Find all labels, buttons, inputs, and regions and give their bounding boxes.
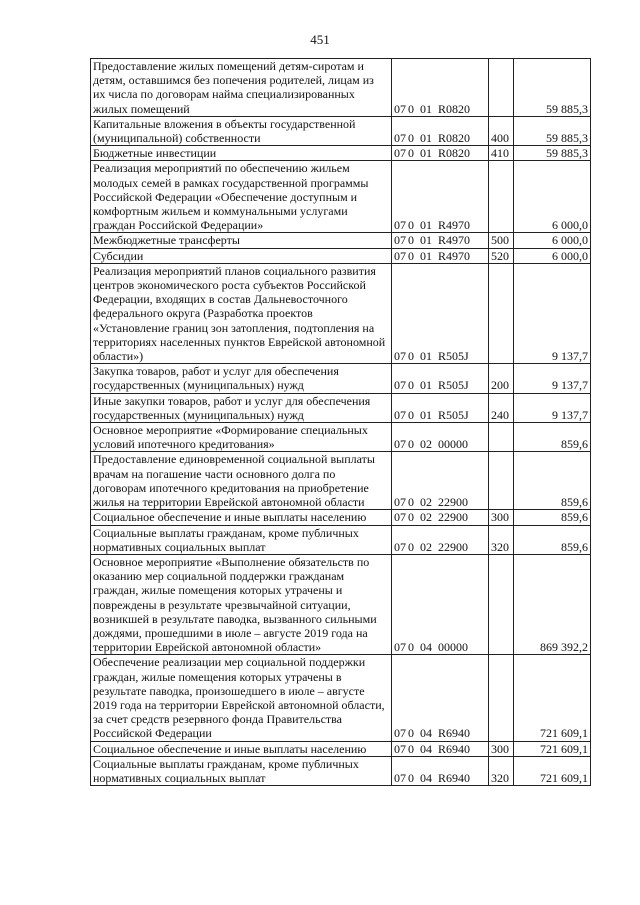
row-code (392, 741, 489, 756)
code-rz: 07 (394, 726, 406, 741)
code-cs2: R0820 (438, 146, 471, 161)
code-cs2: R0820 (438, 101, 471, 116)
row-name: Социальные выплаты гражданам, кроме публичных нормативных социальных выплат (91, 525, 392, 554)
code-cs1: 01 (420, 146, 432, 161)
row-sum: 721 609,1 (514, 756, 591, 785)
code-cs2: 22900 (438, 539, 468, 554)
code-cs1: 01 (420, 248, 432, 263)
row-code (392, 452, 489, 510)
code-cs1: 02 (420, 539, 432, 554)
table-row (91, 233, 591, 248)
table-row (91, 423, 591, 452)
row-name: Реализация мероприятий планов социального развития центров экономического роста субъектов Российской Федерации, входящих в состав Дальневосточного федерального округа (Разработка проектов «Установление границ зон затопления, подтопления на территориях населенных пунктов Еврейской автономной области») (91, 263, 392, 363)
code-rz: 07 (394, 248, 406, 263)
row-name: Иные закупки товаров, работ и услуг для обеспечения государственных (муниципальных) нужд (91, 393, 392, 422)
code-cs2: R0820 (438, 131, 471, 146)
table-row (91, 554, 591, 654)
row-expense-type (489, 59, 514, 117)
code-rz: 07 (394, 131, 406, 146)
row-sum: 859,6 (514, 423, 591, 452)
row-expense-type: 320 (489, 756, 514, 785)
row-name: Предоставление жилых помещений детям-сиротам и детям, оставшимся без попечения родителей, лицам из их числа по договорам найма специализированных жилых помещений (91, 59, 392, 117)
row-expense-type: 500 (489, 233, 514, 248)
code-pr: 0 (408, 495, 414, 510)
code-cs1: 01 (420, 233, 432, 248)
code-cs1: 02 (420, 437, 432, 452)
code-cs1: 04 (420, 640, 432, 655)
row-expense-type: 300 (489, 510, 514, 525)
code-rz: 07 (394, 349, 406, 364)
row-name: Реализация мероприятий по обеспечению жильем молодых семей в рамках государственной программы Российской Федерации «Обеспечение доступным и комфортным жильем и коммунальными услугами граждан Российской Федерации» (91, 161, 392, 233)
row-name: Основное мероприятие «Выполнение обязательств по оказанию мер социальной поддержки гражданам граждан, жилые помещения которых утрачены и повреждены в результате чрезвычайной ситуации, возникшей в результате паводка, вызванного сильными дождями, прошедшими в июле – августе 2019 года на территории Еврейской автономной области» (91, 554, 392, 654)
code-pr: 0 (408, 510, 414, 525)
row-name: Социальное обеспечение и иные выплаты населению (91, 510, 392, 525)
code-rz: 07 (394, 640, 406, 655)
row-name: Обеспечение реализации мер социальной поддержки граждан, жилые помещения которых утрачены в результате паводка, произошедшего в июле – августе 2019 года на территории Еврейской автономной области, за счет средств резервного фонда Правительства Российской Федерации (91, 655, 392, 741)
row-code (392, 59, 489, 117)
table-row (91, 756, 591, 785)
row-name: Субсидии (91, 248, 392, 263)
code-pr: 0 (408, 726, 414, 741)
row-expense-type (489, 161, 514, 233)
table-row (91, 452, 591, 510)
row-name: Межбюджетные трансферты (91, 233, 392, 248)
table-row (91, 248, 591, 263)
row-expense-type: 300 (489, 741, 514, 756)
code-cs2: 22900 (438, 495, 468, 510)
code-cs1: 02 (420, 510, 432, 525)
row-sum: 869 392,2 (514, 554, 591, 654)
row-sum: 859,6 (514, 452, 591, 510)
code-cs2: 22900 (438, 510, 468, 525)
budget-table (90, 58, 591, 786)
row-sum: 9 137,7 (514, 393, 591, 422)
row-code (392, 146, 489, 161)
row-expense-type (489, 655, 514, 741)
row-expense-type: 410 (489, 146, 514, 161)
table-row (91, 161, 591, 233)
row-sum: 9 137,7 (514, 263, 591, 363)
code-cs2: R505J (438, 378, 469, 393)
code-cs2: R505J (438, 349, 469, 364)
code-rz: 07 (394, 495, 406, 510)
code-cs1: 01 (420, 378, 432, 393)
row-name: Социальное обеспечение и иные выплаты населению (91, 741, 392, 756)
code-rz: 07 (394, 770, 406, 785)
row-sum: 859,6 (514, 525, 591, 554)
code-pr: 0 (408, 741, 414, 756)
row-code (392, 248, 489, 263)
row-code (392, 233, 489, 248)
row-sum: 721 609,1 (514, 655, 591, 741)
row-name: Закупка товаров, работ и услуг для обеспечения государственных (муниципальных) нужд (91, 364, 392, 393)
code-pr: 0 (408, 378, 414, 393)
table-row (91, 146, 591, 161)
row-sum: 59 885,3 (514, 59, 591, 117)
row-expense-type: 200 (489, 364, 514, 393)
table-row (91, 393, 591, 422)
code-cs2: R4970 (438, 233, 471, 248)
table-row (91, 364, 591, 393)
table-row (91, 59, 591, 117)
row-expense-type: 400 (489, 116, 514, 145)
table-row (91, 116, 591, 145)
row-code (392, 554, 489, 654)
code-cs2: 00000 (438, 640, 468, 655)
code-rz: 07 (394, 407, 406, 422)
row-name: Капитальные вложения в объекты государственной (муниципальной) собственности (91, 116, 392, 145)
row-name: Предоставление единовременной социальной выплаты врачам на погашение части основного долга по договорам ипотечного кредитования на приобретение жилья на территории Еврейской автономной области (91, 452, 392, 510)
code-rz: 07 (394, 233, 406, 248)
code-cs2: 00000 (438, 437, 468, 452)
row-name: Социальные выплаты гражданам, кроме публичных нормативных социальных выплат (91, 756, 392, 785)
code-cs1: 04 (420, 726, 432, 741)
row-code (392, 655, 489, 741)
row-sum: 721 609,1 (514, 741, 591, 756)
code-pr: 0 (408, 248, 414, 263)
code-rz: 07 (394, 539, 406, 554)
code-pr: 0 (408, 233, 414, 248)
table-row (91, 741, 591, 756)
code-rz: 07 (394, 218, 406, 233)
row-sum: 9 137,7 (514, 364, 591, 393)
table-row (91, 525, 591, 554)
row-sum: 6 000,0 (514, 248, 591, 263)
row-code (392, 393, 489, 422)
code-pr: 0 (408, 131, 414, 146)
code-rz: 07 (394, 146, 406, 161)
row-code (392, 364, 489, 393)
row-code (392, 756, 489, 785)
code-pr: 0 (408, 640, 414, 655)
row-expense-type (489, 452, 514, 510)
row-expense-type (489, 423, 514, 452)
code-cs2: R6940 (438, 770, 471, 785)
code-pr: 0 (408, 437, 414, 452)
row-sum: 6 000,0 (514, 233, 591, 248)
code-cs1: 01 (420, 407, 432, 422)
row-expense-type: 520 (489, 248, 514, 263)
row-sum: 6 000,0 (514, 161, 591, 233)
code-rz: 07 (394, 101, 406, 116)
table-row (91, 263, 591, 363)
row-code (392, 116, 489, 145)
table-row (91, 510, 591, 525)
code-cs1: 04 (420, 770, 432, 785)
page-number: 451 (310, 32, 330, 47)
code-pr: 0 (408, 539, 414, 554)
code-rz: 07 (394, 378, 406, 393)
row-code (392, 423, 489, 452)
code-cs1: 02 (420, 495, 432, 510)
row-expense-type: 240 (489, 393, 514, 422)
code-pr: 0 (408, 407, 414, 422)
code-rz: 07 (394, 510, 406, 525)
budget-table-body (91, 59, 591, 786)
row-name: Бюджетные инвестиции (91, 146, 392, 161)
row-sum: 859,6 (514, 510, 591, 525)
code-pr: 0 (408, 101, 414, 116)
code-rz: 07 (394, 437, 406, 452)
row-code (392, 510, 489, 525)
code-pr: 0 (408, 146, 414, 161)
row-sum: 59 885,3 (514, 146, 591, 161)
code-cs1: 01 (420, 131, 432, 146)
row-expense-type (489, 263, 514, 363)
code-cs2: R505J (438, 407, 469, 422)
code-cs2: R6940 (438, 741, 471, 756)
code-cs2: R6940 (438, 726, 471, 741)
code-pr: 0 (408, 218, 414, 233)
code-cs2: R4970 (438, 218, 471, 233)
code-cs1: 04 (420, 741, 432, 756)
row-name: Основное мероприятие «Формирование специальных условий ипотечного кредитования» (91, 423, 392, 452)
row-sum: 59 885,3 (514, 116, 591, 145)
row-code (392, 161, 489, 233)
code-cs1: 01 (420, 101, 432, 116)
row-expense-type (489, 554, 514, 654)
code-cs2: R4970 (438, 248, 471, 263)
code-pr: 0 (408, 349, 414, 364)
row-expense-type: 320 (489, 525, 514, 554)
code-cs1: 01 (420, 349, 432, 364)
table-row (91, 655, 591, 741)
code-pr: 0 (408, 770, 414, 785)
code-rz: 07 (394, 741, 406, 756)
row-code (392, 263, 489, 363)
code-cs1: 01 (420, 218, 432, 233)
row-code (392, 525, 489, 554)
